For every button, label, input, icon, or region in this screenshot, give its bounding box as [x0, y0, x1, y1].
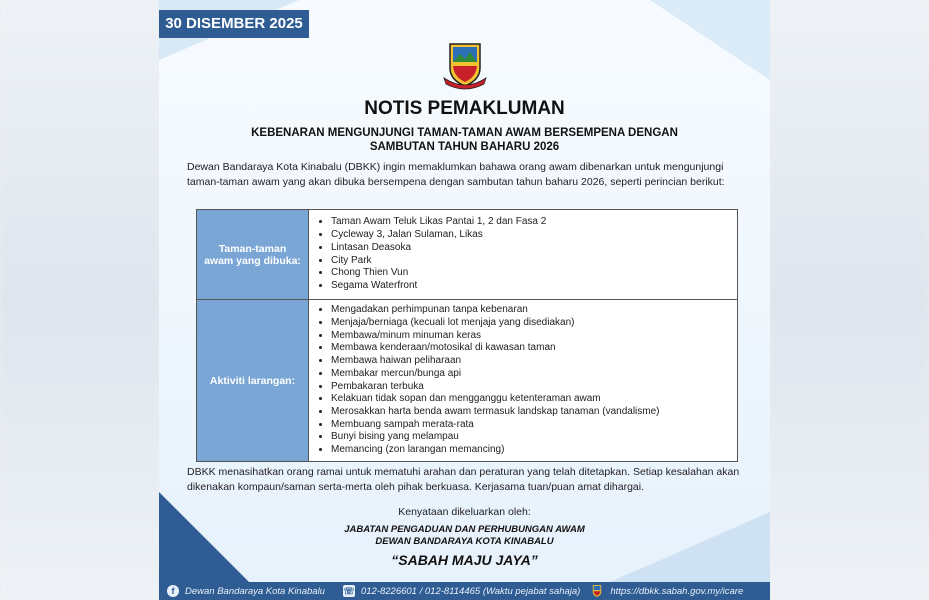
list-item: • Lintasan Deasoka	[331, 242, 731, 255]
list-item: • Chong Thien Vun	[331, 267, 731, 280]
table-row	[197, 300, 738, 462]
date-badge: 30 DISEMBER 2025	[159, 10, 309, 38]
department-line: JABATAN PENGADUAN DAN PERHUBUNGAN AWAM	[344, 524, 585, 535]
facebook-icon: f	[167, 585, 179, 597]
list-item: • Membawa kenderaan/motosikal di kawasan taman	[331, 342, 731, 355]
decor-corner	[650, 0, 770, 80]
list-item: • Taman Awam Teluk Likas Pantai 1, 2 dan Fasa 2	[331, 216, 731, 229]
list-item: • Cycleway 3, Jalan Sulaman, Likas	[331, 229, 731, 242]
subtitle-line: KEBENARAN MENGUNJUNGI TAMAN-TAMAN AWAM BERSEMPENA DENGAN	[251, 127, 678, 139]
list-item: • Menjaja/berniaga (kecuali lot menjaja yang disediakan)	[331, 317, 731, 330]
notice-title: NOTIS PEMAKLUMAN	[364, 98, 565, 119]
issued-by-label: Kenyataan dikeluarkan oleh:	[398, 506, 531, 518]
phone-numbers[interactable]: 012-8226601 / 012-8114465 (Waktu pejabat sahaja)	[360, 585, 581, 597]
parks-list	[317, 216, 731, 292]
list-item: • Membawa haiwan peliharaan	[331, 355, 731, 368]
list-item: • Bunyi bising yang melampau	[331, 431, 731, 444]
list-item: • Memancing (zon larangan memancing)	[331, 444, 731, 457]
list-item: • Segama Waterfront	[331, 280, 731, 293]
footer-website[interactable]	[590, 584, 743, 598]
list-item: • Membuang sampah merata-rata	[331, 419, 731, 432]
whatsapp-icon: ☏	[343, 586, 355, 596]
row-label: Aktiviti larangan:	[197, 300, 309, 462]
list-item: • Membawa/minum minuman keras	[331, 330, 731, 343]
advice-paragraph: DBKK menasihatkan orang ramai untuk mematuhi arahan dan peraturan yang telah ditetapkan. Setiap kesalahan akan dikenakan kompaun/saman serta-merta oleh pihak berkuasa. Kerjasama tuan/puan amat dihargai.	[187, 466, 740, 493]
list-item: • City Park	[331, 255, 731, 268]
motto: “SABAH MAJU JAYA”	[391, 552, 538, 568]
list-item: • Pembakaran terbuka	[331, 381, 731, 394]
dbkk-crest-logo	[440, 40, 490, 90]
info-table	[196, 209, 738, 462]
row-label: Taman-taman awam yang dibuka:	[197, 210, 309, 300]
table-row	[197, 210, 738, 300]
facebook-link[interactable]: Dewan Bandaraya Kota Kinabalu	[185, 585, 325, 597]
department-name	[159, 524, 770, 548]
list-item: • Merosakkan harta benda awam termasuk landskap tanaman (vandalisme)	[331, 406, 731, 419]
list-item: • Membakar mercun/bunga api	[331, 368, 731, 381]
footer-facebook[interactable]	[167, 585, 325, 597]
list-item: • Kelakuan tidak sopan dan mengganggu ketenteraman awam	[331, 393, 731, 406]
subtitle-line: SAMBUTAN TAHUN BAHARU 2026	[369, 141, 560, 153]
department-line: DEWAN BANDARAYA KOTA KINABALU	[375, 536, 554, 547]
website-link[interactable]: https://dbkk.sabah.gov.my/icare	[610, 585, 744, 597]
crest-icon	[590, 584, 604, 598]
background-blur-left	[0, 0, 160, 600]
footer-phone[interactable]	[343, 585, 580, 597]
footer-bar	[159, 582, 770, 600]
notice-subtitle	[219, 126, 710, 154]
list-item: • Mengadakan perhimpunan tanpa kebenaran	[331, 304, 731, 317]
background-blur-right	[769, 0, 929, 600]
intro-paragraph: Dewan Bandaraya Kota Kinabalu (DBKK) ingin memaklumkan bahawa orang awam dibenarkan untuk mengunjungi taman-taman awam yang akan dibuka bersempena dengan sambutan tahun baharu 2026, seperti perincian berikut:	[187, 161, 725, 188]
notice-card	[159, 0, 770, 600]
prohibited-list	[317, 304, 731, 456]
